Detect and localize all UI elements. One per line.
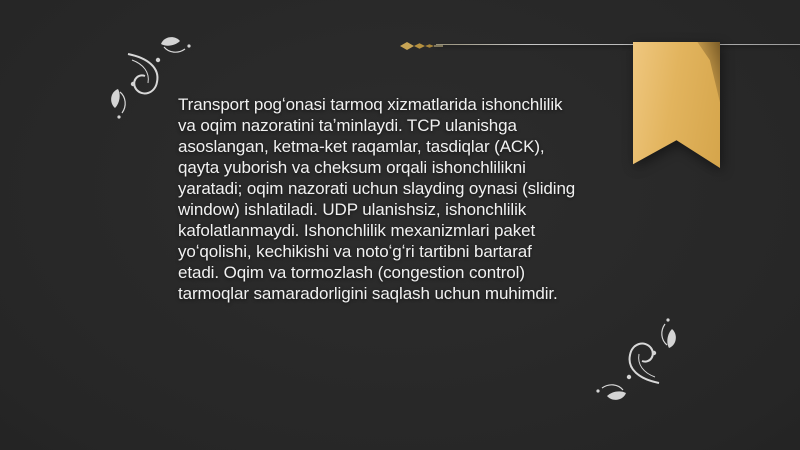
body-text-line: va oqim nazoratini taʼminlaydi. TCP ulanishga [178, 116, 517, 135]
bookmark-ribbon [633, 42, 720, 168]
body-text-line: yoʻqolishi, kechikishi va notoʻgʻri tartibni bartaraf [178, 242, 532, 261]
ribbon-fold-shading [697, 42, 720, 102]
body-text-line: kafolatlanmaydi. Ishonchlilik mexanizmlari paket [178, 221, 536, 240]
divider-line [436, 44, 800, 45]
body-text-line: asoslangan, ketma-ket raqamlar, tasdiqlar (ACK), [178, 137, 545, 156]
body-text-line: etadi. Oqim va tormozlash (congestion control) [178, 263, 525, 282]
corner-ornament-bottom-right-icon [531, 263, 681, 403]
body-text-line: qayta yuborish va cheksum orqali ishonchlilikni [178, 158, 526, 177]
body-text-line: window) ishlatiladi. UDP ulanishsiz, ishonchlilik [178, 200, 527, 219]
bookmark-ribbon-shape [633, 42, 720, 168]
line-finial-icon [399, 39, 443, 51]
body-text-line: tarmoqlar samaradorligini saqlash uchun muhimdir. [178, 284, 558, 303]
corner-ornament-top-left-icon [106, 34, 256, 174]
body-text-line: Transport pogʻonasi tarmoq xizmatlarida ishonchlilik [178, 95, 563, 114]
body-text-line: yaratadi; oqim nazorati uchun slayding oynasi (sliding [178, 179, 576, 198]
